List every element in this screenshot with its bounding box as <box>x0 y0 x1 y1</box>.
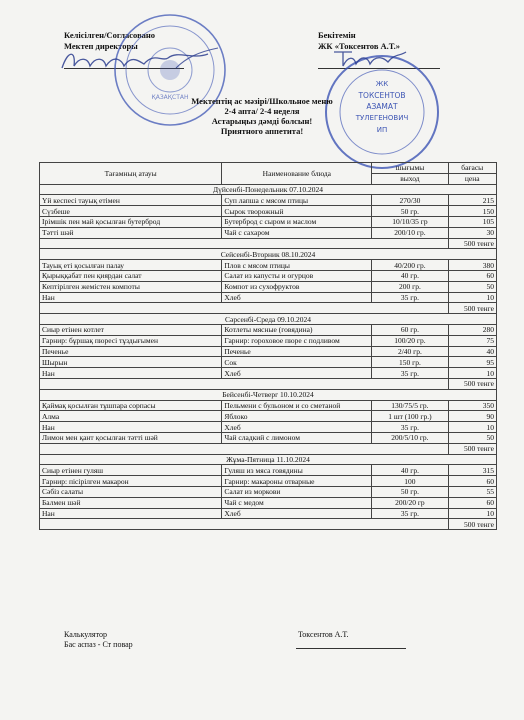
calculator-label: Калькулятор <box>64 630 107 639</box>
seal-line-2: ТОКСЕНТОВ <box>358 91 406 100</box>
dish-price: 215 <box>448 195 497 206</box>
director-label: Мектеп директоры <box>64 41 138 51</box>
table-row <box>40 497 497 508</box>
dish-name-ru: Плов с мясом птицы <box>222 260 372 271</box>
dish-price: 90 <box>448 411 497 422</box>
dish-output: 50 гр. <box>372 206 448 217</box>
col-header-price-kz: бағасы <box>448 163 497 174</box>
table-row <box>40 476 497 487</box>
dish-name-ru: Компот из сухофруктов <box>222 281 372 292</box>
total-spacer <box>40 378 449 389</box>
dish-name-kz: Кептірілген жемістен компоты <box>40 281 222 292</box>
dish-price: 105 <box>448 216 497 227</box>
dish-output: 100/20 гр. <box>372 335 448 346</box>
dish-output: 35 гр. <box>372 292 448 303</box>
dish-output: 40/200 гр. <box>372 260 448 271</box>
table-row <box>40 335 497 346</box>
title-line-2: 2-4 апта/ 2-4 неделя <box>224 106 300 116</box>
dish-output: 40 гр. <box>372 270 448 281</box>
title-line-4: Приятного аппетита! <box>220 126 304 136</box>
table-row <box>40 281 497 292</box>
dish-price: 150 <box>448 206 497 217</box>
dish-name-ru: Гуляш из мяса говядины <box>222 465 372 476</box>
dish-name-kz: Сүзбеше <box>40 206 222 217</box>
table-row <box>40 357 497 368</box>
dish-price: 50 <box>448 281 497 292</box>
dish-price: 10 <box>448 508 497 519</box>
dish-name-kz: Печенье <box>40 346 222 357</box>
menu-table <box>39 162 497 530</box>
dish-output: 130/75/5 гр. <box>372 400 448 411</box>
day-name: Дүйсенбі-Понедельник 07.10.2024 <box>40 184 497 195</box>
day-total: 500 тенге <box>448 303 497 314</box>
dish-price: 315 <box>448 465 497 476</box>
dish-name-ru: Яблоко <box>222 411 372 422</box>
day-name: Сәрсенбі-Среда 09.10.2024 <box>40 314 497 325</box>
footer-signature-line <box>296 648 406 649</box>
footer-left <box>64 630 133 650</box>
dish-name-ru: Гарнир: гороховое пюре с подливом <box>222 335 372 346</box>
dish-name-ru: Хлеб <box>222 422 372 433</box>
day-total-row <box>40 519 497 530</box>
day-header-row <box>40 184 497 195</box>
day-name: Жұма-Пятница 11.10.2024 <box>40 454 497 465</box>
col-header-output-ru: выход <box>372 173 448 184</box>
dish-output: 150 гр. <box>372 357 448 368</box>
dish-price: 350 <box>448 400 497 411</box>
footer-right <box>298 630 348 640</box>
dish-output: 270/30 <box>372 195 448 206</box>
dish-name-ru: Салат из капусты и огурцов <box>222 270 372 281</box>
dish-price: 40 <box>448 346 497 357</box>
day-total: 500 тенге <box>448 238 497 249</box>
dish-price: 30 <box>448 227 497 238</box>
day-total-row <box>40 443 497 454</box>
dish-price: 10 <box>448 422 497 433</box>
table-row <box>40 400 497 411</box>
day-total: 500 тенге <box>448 519 497 530</box>
dish-name-ru: Гарнир: макароны отварные <box>222 476 372 487</box>
dish-name-kz: Ірімшік пен май қосылған бутерброд <box>40 216 222 227</box>
dish-name-ru: Котлеты мясные (говядина) <box>222 324 372 335</box>
signatory-name: Токсентов А.Т. <box>298 630 349 639</box>
dish-name-kz: Шырын <box>40 357 222 368</box>
seal-line-5: ИП <box>376 126 388 134</box>
dish-price: 55 <box>448 486 497 497</box>
day-total: 500 тенге <box>448 443 497 454</box>
dish-output: 35 гр. <box>372 508 448 519</box>
table-row <box>40 368 497 379</box>
table-row <box>40 270 497 281</box>
dish-price: 10 <box>448 368 497 379</box>
dish-name-ru: Сок <box>222 357 372 368</box>
seal-center-text: ҚАЗАҚСТАН <box>151 94 189 101</box>
dish-price: 60 <box>448 476 497 487</box>
dish-name-ru: Печенье <box>222 346 372 357</box>
dish-name-kz: Алма <box>40 411 222 422</box>
dish-output: 200/20 гр <box>372 497 448 508</box>
dish-output: 200/5/10 гр. <box>372 432 448 443</box>
dish-name-kz: Сиыр етінен гуляш <box>40 465 222 476</box>
entrepreneur-label: ЖК «Токсентов А.Т.» <box>318 41 400 51</box>
entrepreneur-signature <box>330 44 410 72</box>
director-signature <box>58 44 223 78</box>
total-spacer <box>40 519 449 530</box>
dish-name-ru: Пельмени с бульоном и со сметаной <box>222 400 372 411</box>
dish-name-ru: Хлеб <box>222 368 372 379</box>
table-row <box>40 346 497 357</box>
dish-price: 10 <box>448 292 497 303</box>
dish-output: 50 гр. <box>372 486 448 497</box>
seal-line-3: АЗАМАТ <box>366 102 398 111</box>
col-header-output-kz: шығымы <box>372 163 448 174</box>
table-row <box>40 422 497 433</box>
table-row <box>40 227 497 238</box>
dish-output: 40 гр. <box>372 465 448 476</box>
total-spacer <box>40 238 449 249</box>
dish-name-kz: Қаймақ қосылған тұшпара сорпасы <box>40 400 222 411</box>
dish-name-ru: Бутерброд с сыром и маслом <box>222 216 372 227</box>
dish-name-ru: Салат из моркови <box>222 486 372 497</box>
table-row <box>40 195 497 206</box>
menu-table-body <box>40 184 497 530</box>
dish-output: 100 <box>372 476 448 487</box>
dish-name-kz: Нан <box>40 368 222 379</box>
dish-output: 60 гр. <box>372 324 448 335</box>
dish-output: 2/40 гр. <box>372 346 448 357</box>
dish-name-ru: Чай сладкий с лимоном <box>222 432 372 443</box>
dish-name-kz: Лимон мен қант қосылған тәтті шәй <box>40 432 222 443</box>
dish-price: 75 <box>448 335 497 346</box>
dish-name-kz: Сәбіз салаты <box>40 486 222 497</box>
dish-price: 380 <box>448 260 497 271</box>
dish-name-kz: Гарнир: пісірілген макарон <box>40 476 222 487</box>
table-row <box>40 432 497 443</box>
dish-name-kz: Нан <box>40 422 222 433</box>
col-header-price-ru: цена <box>448 173 497 184</box>
day-total: 500 тенге <box>448 378 497 389</box>
dish-name-kz: Тауық еті қосылған палау <box>40 260 222 271</box>
dish-output: 1 шт (100 гр.) <box>372 411 448 422</box>
dish-output: 10/10/35 гр <box>372 216 448 227</box>
title-line-1: Мектептің ас мәзірі/Школьное меню <box>191 96 333 106</box>
dish-name-ru: Чай с сахаром <box>222 227 372 238</box>
dish-name-kz: Тәтті шәй <box>40 227 222 238</box>
seal-line-4: ТУЛЕГЕНОВИЧ <box>355 114 409 122</box>
dish-output: 35 гр. <box>372 422 448 433</box>
dish-output: 200 гр. <box>372 281 448 292</box>
total-spacer <box>40 443 449 454</box>
agreed-label: Келісілген/Согласовано <box>64 30 156 40</box>
day-total-row <box>40 238 497 249</box>
day-header-row <box>40 314 497 325</box>
dish-name-kz: Нан <box>40 292 222 303</box>
dish-output: 35 гр. <box>372 368 448 379</box>
dish-name-ru: Сырок творожный <box>222 206 372 217</box>
title-line-3: Астарыңыз дәмді болсын! <box>211 116 313 126</box>
table-row <box>40 260 497 271</box>
day-header-row <box>40 389 497 400</box>
total-spacer <box>40 303 449 314</box>
table-row <box>40 411 497 422</box>
chef-label: Бас аспаз - Ст повар <box>64 640 133 649</box>
day-total-row <box>40 378 497 389</box>
approve-label: Бекітемін <box>318 30 356 40</box>
dish-name-kz: Қырыққабат пен қиярдан салат <box>40 270 222 281</box>
dish-name-kz: Гарнир: бұршақ пюресі тұздығымен <box>40 335 222 346</box>
table-row <box>40 486 497 497</box>
table-row <box>40 508 497 519</box>
dish-name-ru: Чай с медом <box>222 497 372 508</box>
table-row <box>40 465 497 476</box>
dish-name-kz: Нан <box>40 508 222 519</box>
day-total-row <box>40 303 497 314</box>
table-row <box>40 216 497 227</box>
table-row <box>40 292 497 303</box>
day-name: Бейсенбі-Четверг 10.10.2024 <box>40 389 497 400</box>
dish-price: 280 <box>448 324 497 335</box>
dish-name-ru: Хлеб <box>222 292 372 303</box>
day-header-row <box>40 249 497 260</box>
dish-output: 200/10 гр. <box>372 227 448 238</box>
dish-price: 60 <box>448 270 497 281</box>
day-name: Сейсенбі-Вторник 08.10.2024 <box>40 249 497 260</box>
col-header-kz: Тағамның атауы <box>40 163 222 185</box>
dish-price: 60 <box>448 497 497 508</box>
dish-name-kz: Сиыр етінен котлет <box>40 324 222 335</box>
day-header-row <box>40 454 497 465</box>
col-header-ru: Наименование блюда <box>222 163 372 185</box>
table-row <box>40 324 497 335</box>
dish-name-ru: Суп лапша с мясом птицы <box>222 195 372 206</box>
dish-name-kz: Балмен шәй <box>40 497 222 508</box>
seal-line-1: ЖК <box>375 80 389 88</box>
dish-price: 95 <box>448 357 497 368</box>
dish-price: 50 <box>448 432 497 443</box>
menu-title <box>0 96 524 136</box>
dish-name-ru: Хлеб <box>222 508 372 519</box>
dish-name-kz: Үй кеспесі тауық етімен <box>40 195 222 206</box>
table-row <box>40 206 497 217</box>
